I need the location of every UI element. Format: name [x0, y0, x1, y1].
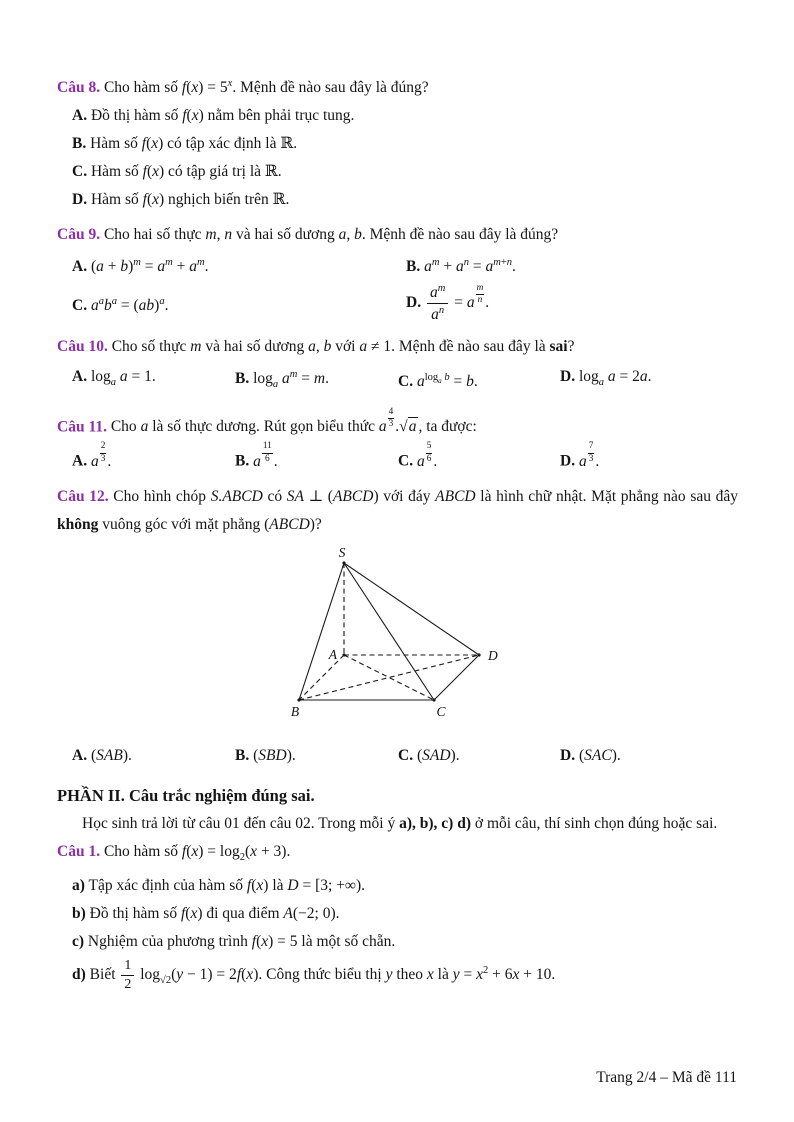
- question-10-option-d: [560, 363, 738, 397]
- option-text: $\frac{a^m}{a^n}$ = a $\frac{m}{n}$ .: [425, 294, 489, 311]
- question-12-option-b: [235, 742, 398, 770]
- exam-content: [57, 70, 738, 1002]
- option-text: Đồ thị hàm số f(x) nằm bên phải trục tung.: [90, 107, 355, 125]
- question-11-option-a: [72, 441, 235, 476]
- question-8-option-a: [72, 102, 738, 130]
- option-text: a $\frac{2}{3}$ .: [90, 441, 112, 470]
- question-11-label: Câu 11.: [57, 418, 107, 436]
- question-12-option-a: [72, 742, 235, 770]
- item-text: Đồ thị hàm số f(x) đi qua điểm A(−2; 0).: [89, 905, 340, 923]
- option-key: A.: [72, 452, 88, 470]
- page-footer: [596, 1064, 737, 1092]
- question-11-option-c: [398, 441, 560, 476]
- option-text: $\log_a a = 1$.: [90, 368, 156, 389]
- option-text: (SBD).: [253, 746, 296, 764]
- option-text: (SAC).: [578, 746, 621, 764]
- option-text: a $\frac{5}{6}$ .: [416, 441, 438, 470]
- question-p2-1-item-d: [72, 956, 738, 995]
- question-12-label: Câu 12.: [57, 487, 109, 505]
- figure-edge-SB-solid: [299, 563, 344, 700]
- option-key: D.: [72, 191, 88, 209]
- figure-edge-CD-solid: [434, 655, 479, 700]
- question-10-option-c: [398, 364, 560, 396]
- question-9-option-d: [406, 281, 738, 326]
- question-11: [57, 407, 738, 476]
- question-p2-1-stem: [57, 838, 738, 872]
- question-11-options: [72, 441, 738, 476]
- figure-vertex-A: [342, 653, 345, 656]
- question-8-stem: [57, 70, 738, 102]
- option-text: $\log_a a = 2a$.: [578, 368, 652, 389]
- question-p2-1: [57, 838, 738, 995]
- question-11-text: Cho a là số thực dương. Rút gọn biểu thức a $\frac{4}{3}$ .√a , ta được:: [110, 406, 477, 436]
- figure-edge-AC-dashed: [344, 655, 434, 700]
- option-key: C.: [398, 746, 414, 764]
- question-12-stem: [57, 483, 738, 539]
- option-text: $a^ab^a = (ab)^a$.: [90, 295, 169, 314]
- question-9-label: Câu 9.: [57, 226, 101, 244]
- question-12-option-d: [560, 742, 738, 770]
- figure-vertex-label-B: B: [290, 703, 299, 719]
- option-key: A.: [72, 746, 88, 764]
- question-p2-1-items: [72, 872, 738, 995]
- figure-vertex-label-D: D: [487, 647, 498, 663]
- question-10-option-a: [72, 363, 235, 397]
- option-text: $a^{log_a b} = b$.: [416, 372, 478, 391]
- item-key: c): [72, 933, 85, 951]
- part2-heading: PHẦN II. Câu trắc nghiệm đúng sai.: [57, 785, 315, 805]
- question-p2-1-label: Câu 1.: [57, 842, 101, 860]
- figure-vertex-B: [297, 698, 300, 701]
- question-9-option-b: [406, 249, 738, 281]
- option-text: a $\frac{7}{3}$ .: [578, 441, 600, 470]
- option-key: B.: [72, 135, 87, 153]
- question-12-text: Cho hình chóp S.ABCD có SA ⊥ (ABCD) với đáy ABCD là hình chữ nhật. Mặt phẳng nào sau đây không vuông góc với mặt phẳng (ABCD)?: [57, 487, 738, 533]
- item-text: Biết $\frac{1}{2}$ $\log_{√2}(y - 1) = 2f(x)$. Công thức biểu thị y theo x là $y = x^2 + 6x + 10$.: [89, 958, 556, 993]
- option-key: B.: [235, 370, 250, 388]
- item-text: Tập xác định của hàm số f(x) là D = [3; +∞).: [88, 877, 366, 895]
- option-key: B.: [235, 746, 250, 764]
- option-key: A.: [72, 107, 88, 125]
- option-key: D.: [560, 368, 576, 386]
- question-12-options: [72, 742, 738, 770]
- figure-vertex-label-A: A: [328, 646, 337, 662]
- page-footer-text: Trang 2/4 – Mã đề 111: [596, 1069, 737, 1086]
- question-10-label: Câu 10.: [57, 338, 108, 356]
- question-11-stem: [57, 407, 738, 442]
- option-key: D.: [560, 746, 576, 764]
- figure-vertex-label-C: C: [435, 703, 446, 719]
- figure-edge-SC-solid: [344, 563, 434, 700]
- question-9-stem: [57, 221, 738, 249]
- question-10-text: Cho số thực m và hai số dương a, b với a ≠ 1. Mệnh đề nào sau đây là sai?: [111, 338, 575, 356]
- question-8-text: Cho hàm số $f(x) = 5^x$. Mệnh đề nào sau đây là đúng?: [103, 78, 429, 97]
- figure-vertex-label-S: S: [338, 546, 345, 560]
- question-p2-1-text: Cho hàm số $f(x) = \log_2(x + 3)$.: [103, 842, 291, 864]
- part2-intro: Học sinh trả lời từ câu 01 đến câu 02. Trong mỗi ý a), b), c) d) ở mỗi câu, thí sinh chọn đúng hoặc sai.: [82, 814, 718, 832]
- item-text: Nghiệm của phương trình f(x) = 5 là một số chẵn.: [87, 933, 396, 951]
- question-9: [57, 221, 738, 326]
- option-text: $(a + b)^m = a^m + a^m$.: [90, 257, 209, 276]
- option-text: $\log_a a^m = m$.: [253, 369, 329, 391]
- option-key: C.: [398, 452, 414, 470]
- question-p2-1-item-b: [72, 900, 738, 928]
- option-text: Hàm số f(x) có tập xác định là ℝ.: [90, 135, 298, 153]
- question-p2-1-item-c: [72, 928, 738, 956]
- question-8: [57, 70, 738, 214]
- option-text: Hàm số f(x) nghịch biến trên ℝ.: [90, 191, 290, 209]
- option-text: (SAB).: [90, 746, 132, 764]
- option-key: B.: [235, 452, 250, 470]
- question-8-options: [72, 102, 738, 214]
- question-p2-1-item-a: [72, 872, 738, 900]
- figure-vertex-C: [432, 698, 435, 701]
- figure-edge-BD-dashed: [299, 655, 479, 700]
- question-10-options: [72, 361, 738, 399]
- option-key: B.: [406, 258, 421, 276]
- question-10-stem: [57, 333, 738, 361]
- question-10: [57, 333, 738, 399]
- figure-vertex-D: [477, 653, 480, 656]
- option-text: a $\frac{11}{6}$ .: [253, 441, 278, 470]
- figure-edge-SD-solid: [344, 563, 479, 655]
- question-9-option-a: [72, 249, 406, 281]
- option-key: D.: [560, 452, 576, 470]
- item-key: b): [72, 905, 86, 923]
- question-12: [57, 483, 738, 770]
- item-key: d): [72, 966, 86, 984]
- figure-edge-AB-dashed: [299, 655, 344, 700]
- option-text: Hàm số f(x) có tập giá trị là ℝ.: [90, 163, 282, 181]
- question-11-option-d: [560, 441, 738, 476]
- question-8-label: Câu 8.: [57, 79, 101, 97]
- pyramid-figure-svg: [278, 547, 518, 725]
- option-key: C.: [72, 163, 88, 181]
- option-text: (SAD).: [416, 746, 460, 764]
- question-8-option-c: [72, 158, 738, 186]
- question-8-option-b: [72, 130, 738, 158]
- question-9-option-c: [72, 288, 406, 320]
- question-9-options: [72, 249, 738, 326]
- question-11-option-b: [235, 441, 398, 476]
- pyramid-figure: [57, 547, 738, 730]
- figure-vertex-S: [342, 561, 345, 564]
- option-key: D.: [406, 294, 422, 312]
- item-key: a): [72, 877, 85, 895]
- option-key: C.: [398, 373, 414, 391]
- option-key: A.: [72, 368, 88, 386]
- option-text: $a^m + a^n = a^{m+n}$.: [424, 257, 516, 276]
- question-9-text: Cho hai số thực m, n và hai số dương a, b. Mệnh đề nào sau đây là đúng?: [103, 226, 559, 244]
- question-8-option-d: [72, 186, 738, 214]
- question-12-option-c: [398, 742, 560, 770]
- option-key: A.: [72, 258, 88, 276]
- option-key: C.: [72, 296, 88, 314]
- question-10-option-b: [235, 361, 398, 399]
